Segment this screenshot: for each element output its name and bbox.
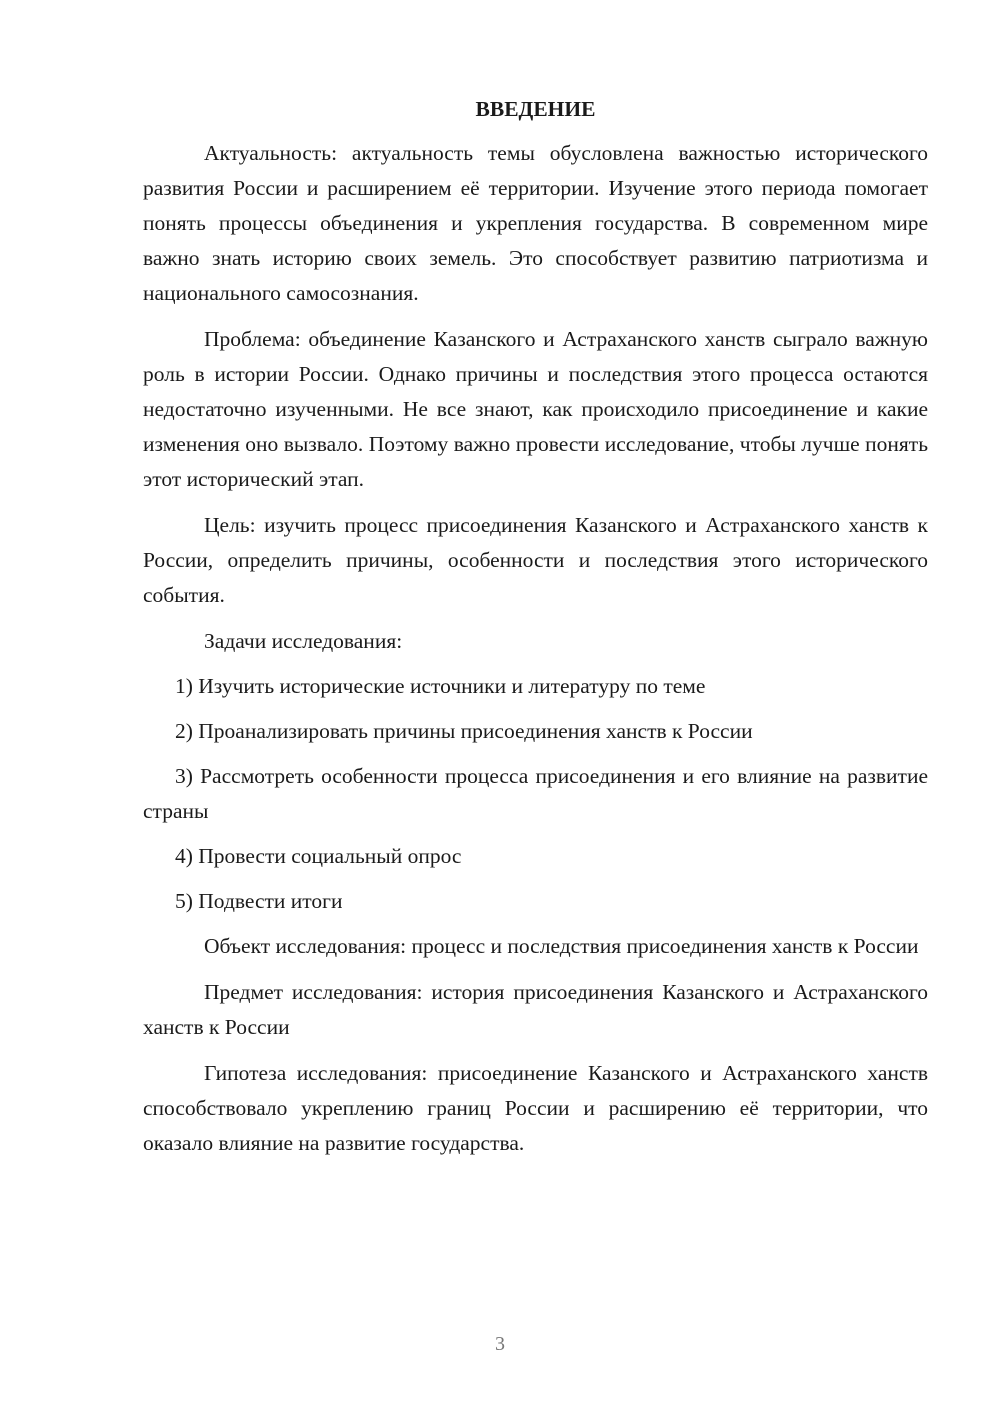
task-item-2: 2) Проанализировать причины присоединения ханств к России	[175, 719, 753, 743]
task-item-5: 5) Подвести итоги	[175, 889, 343, 913]
task-item-4: 4) Провести социальный опрос	[175, 844, 462, 868]
paragraph-object: Объект исследования: процесс и последствия присоединения ханств к России	[204, 934, 919, 958]
paragraph-subject: Предмет исследования: история присоединения Казанского и Астраханского ханств к России	[143, 980, 928, 1039]
tasks-heading: Задачи исследования:	[204, 629, 403, 653]
paragraph-relevance: Актуальность: актуальность темы обусловлена важностью исторического развития России и расширением её территории. Изучение этого периода помогает понять процессы объединения и укрепления государства. В современном мире важно знать историю своих земель. Это способствует развитию патриотизма и национального самосознания.	[143, 141, 928, 305]
task-item-1: 1) Изучить исторические источники и литературу по теме	[175, 674, 706, 698]
paragraph-goal: Цель: изучить процесс присоединения Казанского и Астраханского ханств к России, определить причины, особенности и последствия этого исторического события.	[143, 513, 928, 607]
tasks-list	[143, 669, 928, 919]
paragraph-problem: Проблема: объединение Казанского и Астраханского ханств сыграло важную роль в истории России. Однако причины и последствия этого процесса остаются недостаточно изученными. Не все знают, как происходило присоединение и какие изменения оно вызвало. Поэтому важно провести исследование, чтобы лучше понять этот исторический этап.	[143, 327, 928, 491]
paragraph-hypothesis: Гипотеза исследования: присоединение Казанского и Астраханского ханств способствовало укреплению границ России и расширению её территории, что оказало влияние на развитие государства.	[143, 1061, 928, 1155]
document-page	[143, 94, 928, 1161]
task-item-3: 3) Рассмотреть особенности процесса присоединения и его влияние на развитие страны	[143, 764, 928, 823]
page-number: 3	[495, 1333, 505, 1355]
page-title: ВВЕДЕНИЕ	[475, 97, 596, 121]
